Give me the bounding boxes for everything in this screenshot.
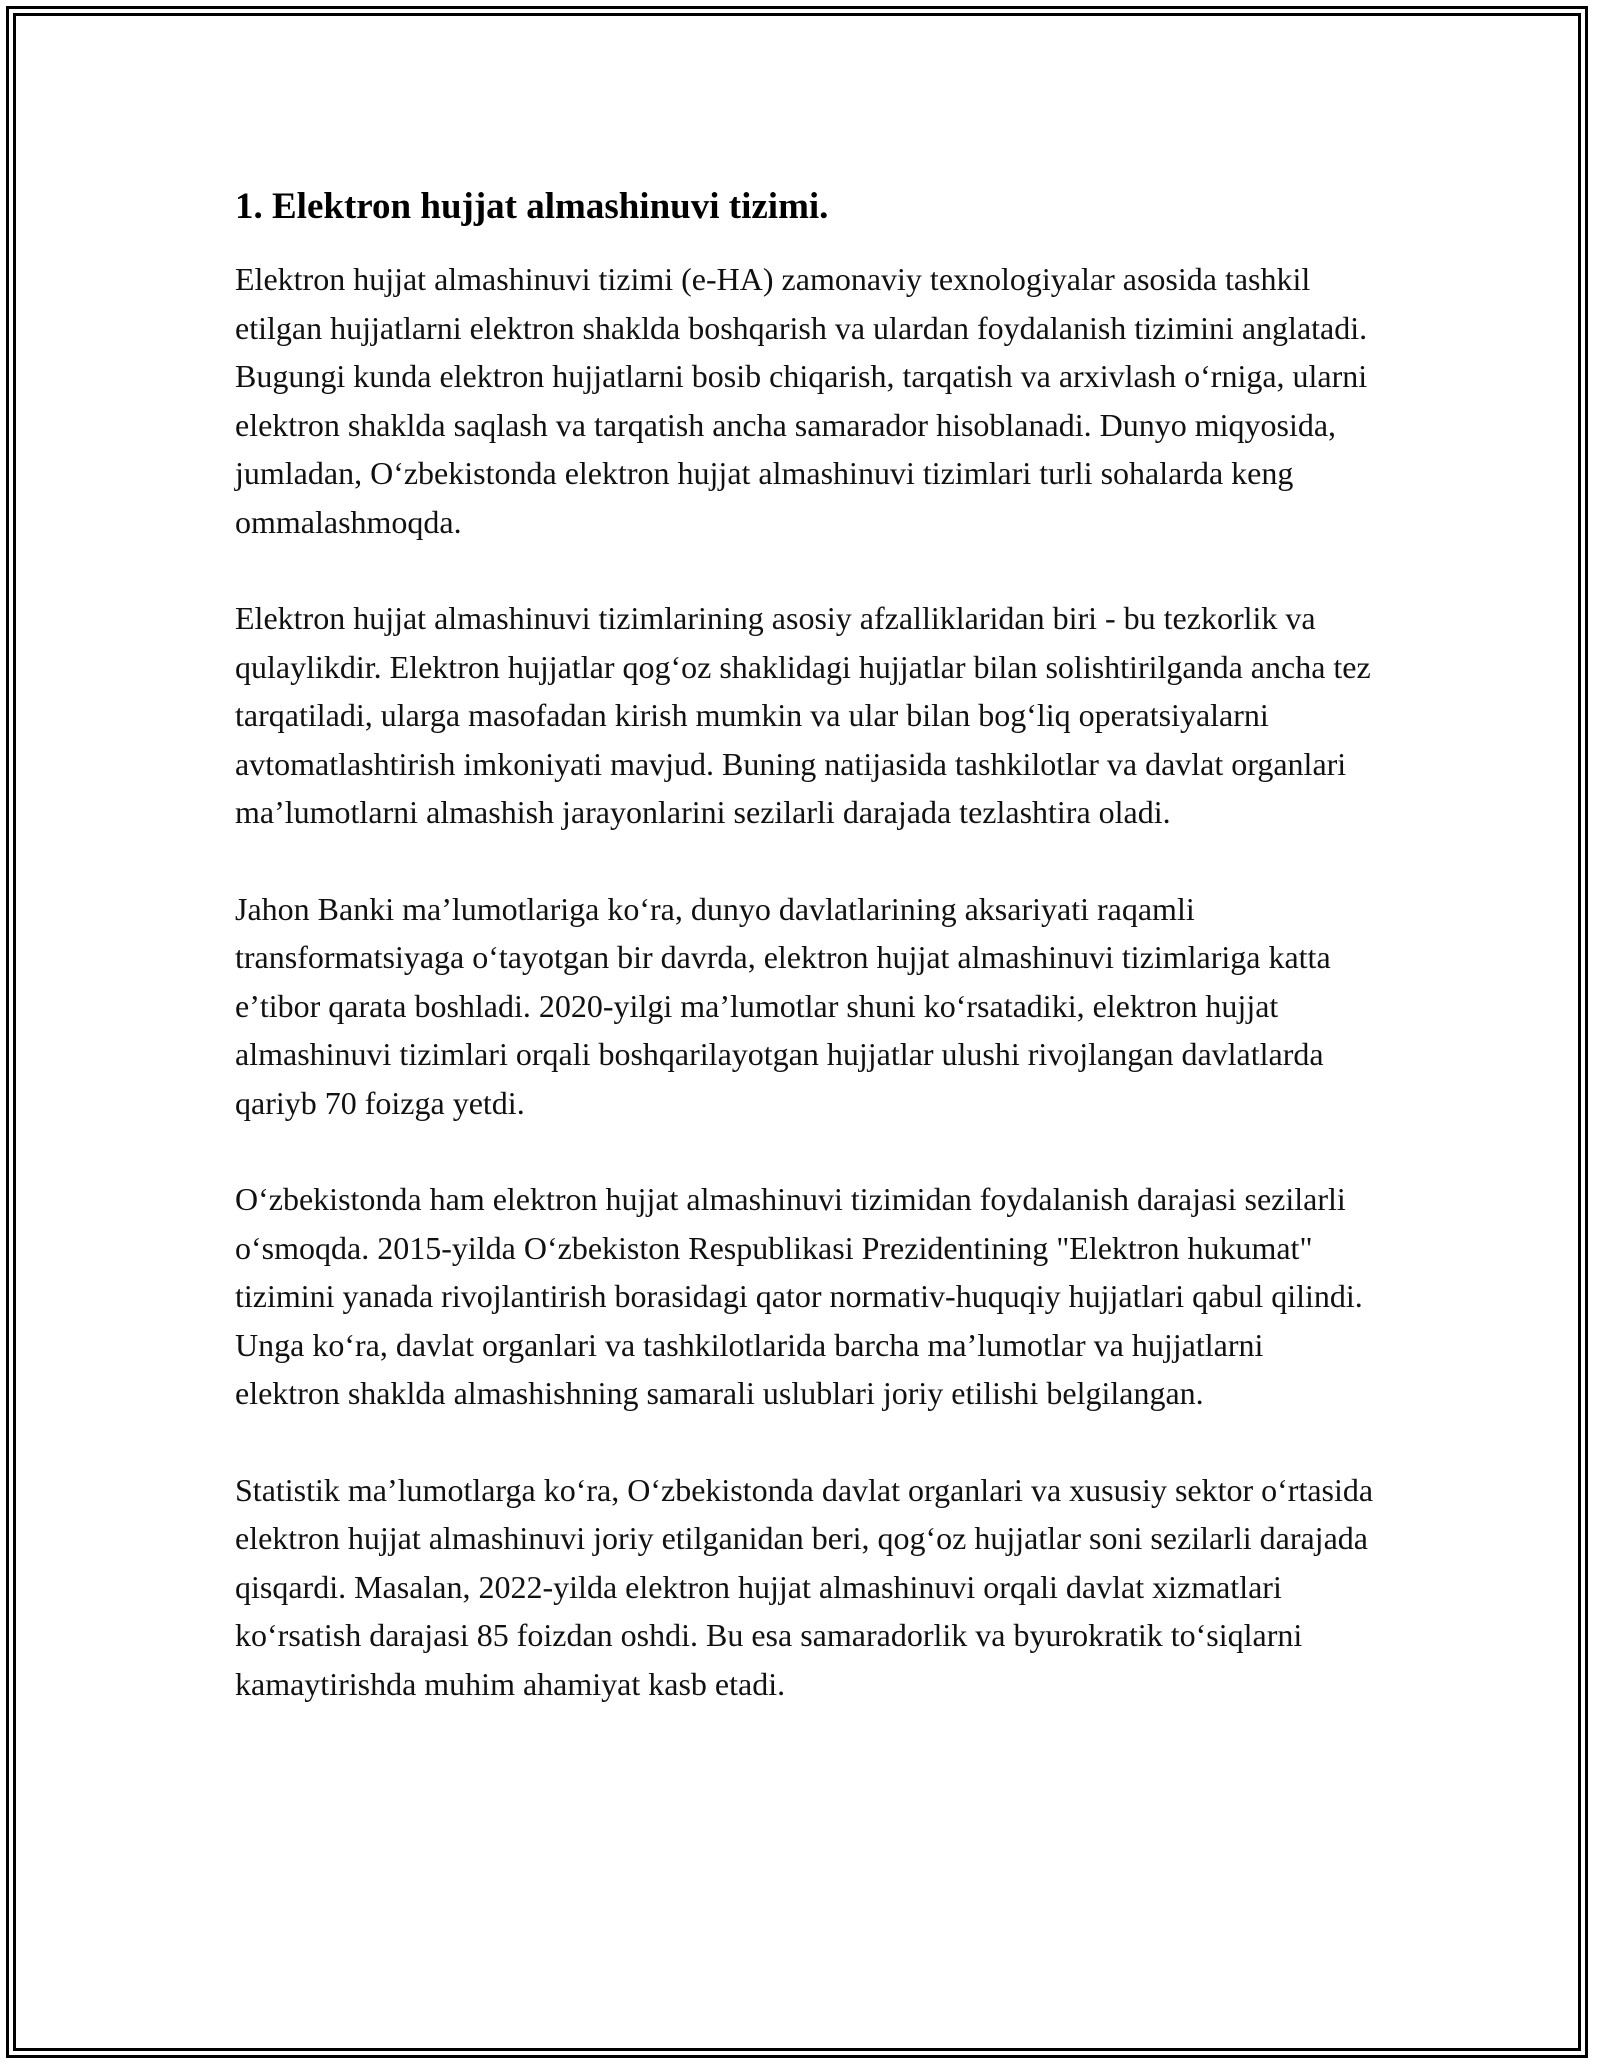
paragraph-statistics: Statistik maʼlumotlarga koʻra, Oʻzbekistonda davlat organlari va xususiy sektor oʻrtasida elektron hujjat almashinuvi joriy etilganidan beri, qogʻoz hujjatlar soni sezilarli darajada qisqardi. Masalan, 2022-yilda elektron hujjat almashinuvi orqali davlat xizmatlari koʻrsatish darajasi 85 foizdan oshdi. Bu esa samaradorlik va byurokratik toʻsiqlarni kamaytirishda muhim ahamiyat kasb etadi. bbox=[235, 1471, 1374, 1702]
paragraph-world-bank: Jahon Banki maʼlumotlariga koʻra, dunyo davlatlarining aksariyati raqamli transformatsiyaga oʻtayotgan bir davrda, elektron hujjat almashinuvi tizimlariga katta eʼtibor qarata boshladi. 2020-yilgi maʼlumotlar shuni koʻrsatadiki, elektron hujjat almashinuvi tizimlari orqali boshqarilayotgan hujjatlar ulushi rivojlangan davlatlarda qariyb 70 foizga yetdi. bbox=[235, 890, 1331, 1121]
document-body bbox=[235, 185, 1375, 1756]
paragraph-intro: Elektron hujjat almashinuvi tizimi (e-HA) zamonaviy texnologiyalar asosida tashkil etilgan hujjatlarni elektron shaklda boshqarish va ulardan foydalanish tizimini anglatadi. Bugungi kunda elektron hujjatlarni bosib chiqarish, tarqatish va arxivlash oʻrniga, ularni elektron shaklda saqlash va tarqatish ancha samarador hisoblanadi. Dunyo miqyosida, jumladan, Oʻzbekistonda elektron hujjat almashinuvi tizimlari turli sohalarda keng ommalashmoqda. bbox=[235, 261, 1368, 540]
paragraph-advantages: Elektron hujjat almashinuvi tizimlarining asosiy afzalliklaridan biri - bu tezkorlik va qulaylikdir. Elektron hujjatlar qogʻoz shaklidagi hujjatlar bilan solishtirilganda ancha tez tarqatiladi, ularga masofadan kirish mumkin va ular bilan bogʻliq operatsiyalarni avtomatlashtirish imkoniyati mavjud. Buning natijasida tashkilotlar va davlat organlari maʼlumotlarni almashish jarayonlarini sezilarli darajada tezlashtira oladi. bbox=[235, 600, 1371, 831]
section-heading: 1. Elektron hujjat almashinuvi tizimi. bbox=[235, 186, 829, 227]
paragraph-uzbekistan: Oʻzbekistonda ham elektron hujjat almashinuvi tizimidan foydalanish darajasi sezilarli oʻsmoqda. 2015-yilda Oʻzbekiston Respublikasi Prezidentining "Elektron hukumat" tizimini yanada rivojlantirish borasidagi qator normativ-huquqiy hujjatlari qabul qilindi. Unga koʻra, davlat organlari va tashkilotlarida barcha maʼlumotlar va hujjatlarni elektron shaklda almashishning samarali uslublari joriy etilishi belgilangan. bbox=[235, 1181, 1363, 1412]
